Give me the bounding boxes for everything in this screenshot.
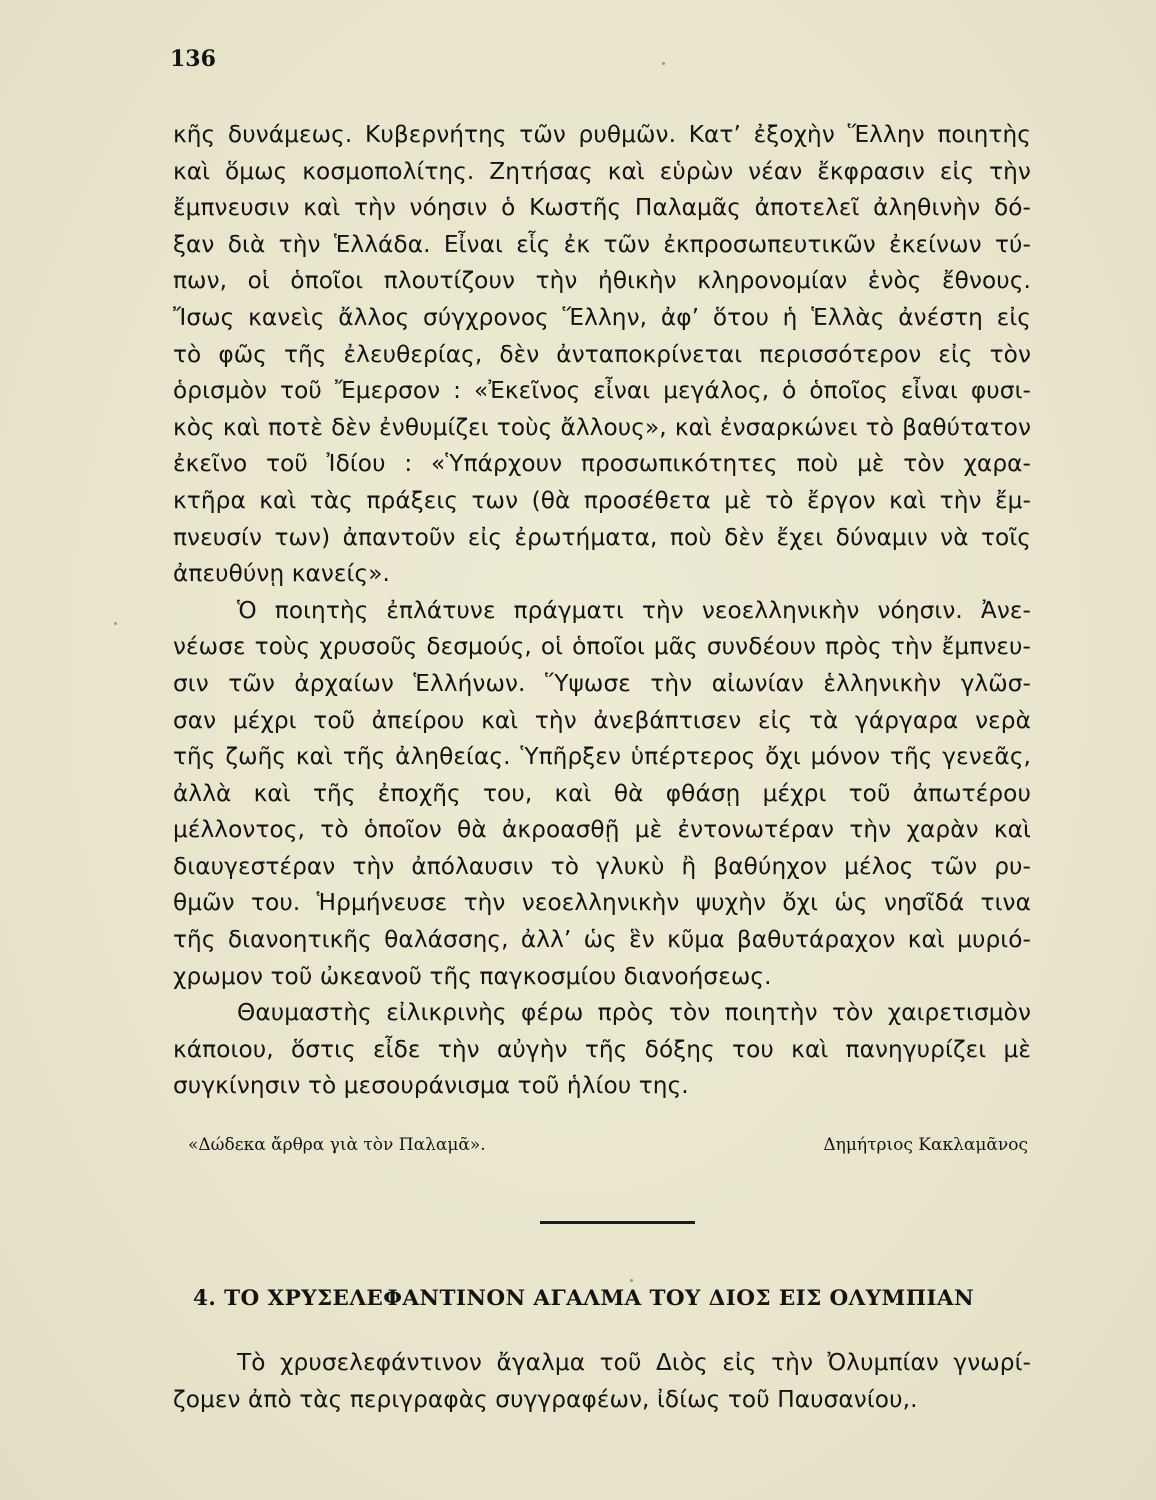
text-line: κάποιου, ὅστις εἶδε τὴν αὐγὴν τῆς δόξης του καὶ πανηγυρίζει μὲ [173,1035,1031,1063]
citation-author: Δημήτριος Κακλαμᾶνος [823,1135,1028,1155]
paper-speck [662,62,665,65]
section-divider [540,1221,695,1224]
citation-source: «Δώδεκα ἄρθρα γιὰ τὸν Παλαμᾶ». [188,1135,486,1155]
text-line: καὶ ὅμως κοσμοπολίτης. Ζητήσας καὶ εὑρὼν νέαν ἔκφρασιν εἰς τὴν [173,157,1031,185]
text-line: θμῶν του. Ἡρμήνευσε τὴν νεοελληνικὴν ψυχὴν ὄχι ὡς νησῖδά τινα [173,889,1031,917]
body-text-bottom [173,1345,1031,1418]
text-line: σιν τῶν ἀρχαίων Ἑλλήνων. Ὕψωσε τὴν αἰωνίαν ἑλληνικὴν γλῶσ- [173,669,1031,697]
paper-speck [630,1279,633,1282]
paper-speck [114,622,117,625]
text-line: ἀπευθύνῃ κανείς». [173,560,390,588]
text-line: Θαυμαστὴς εἰλικρινὴς φέρω πρὸς τὸν ποιητὴν τὸν χαιρετισμὸν [237,999,1031,1027]
page-number: 136 [170,46,216,72]
text-line: πνευσίν των) ἀπαντοῦν εἰς ἐρωτήματα, ποὺ δὲν ἔχει δύναμιν νὰ τοῖς [173,523,1031,551]
citation [188,1135,1028,1165]
text-line: τῆς διανοητικῆς θαλάσσης, ἀλλ’ ὡς ἓν κῦμα βαθυτάραχον καὶ μυριό- [173,926,1031,954]
text-line: πων, οἱ ὁποῖοι πλουτίζουν τὴν ἠθικὴν κληρονομίαν ἑνὸς ἔθνους. [173,267,1031,295]
text-line: ἐκεῖνο τοῦ Ἰδίου : «Ὑπάρχουν προσωπικότητες ποὺ μὲ τὸν χαρα- [173,450,1031,478]
text-line: Ὁ ποιητὴς ἐπλάτυνε πράγματι τὴν νεοελληνικὴν νόησιν. Ἀνε- [237,596,1031,624]
text-line: τῆς ζωῆς καὶ τῆς ἀληθείας. Ὑπῆρξεν ὑπέρτερος ὄχι μόνον τῆς γενεᾶς, [173,743,1031,771]
text-line: ἔμπνευσιν καὶ τὴν νόησιν ὁ Κωστῆς Παλαμᾶς ἀποτελεῖ ἀληθινὴν δό- [173,194,1031,222]
paragraph [173,117,1031,593]
text-line: διαυγεστέραν τὴν ἀπόλαυσιν τὸ γλυκὺ ἢ βαθύηχον μέλος τῶν ρυ- [173,852,1031,880]
text-line: τὸ φῶς τῆς ἐλευθερίας, δὲν ἀνταποκρίνεται περισσότερον εἰς τὸν [173,340,1031,368]
text-line: μέλλοντος, τὸ ὁποῖον θὰ ἀκροασθῇ μὲ ἐντονωτέραν τὴν χαρὰν καὶ [173,816,1031,844]
paragraph [173,593,1031,996]
paragraph [173,1345,1031,1418]
text-line: ὁρισμὸν τοῦ Ἔμερσον : «Ἐκεῖνος εἶναι μεγάλος, ὁ ὁποῖος εἶναι φυσι- [173,377,1031,405]
text-line: ξαν διὰ τὴν Ἑλλάδα. Εἶναι εἷς ἐκ τῶν ἐκπροσωπευτικῶν ἐκείνων τύ- [173,230,1031,258]
body-text-top [173,117,1031,1105]
text-line: ἀλλὰ καὶ τῆς ἐποχῆς του, καὶ θὰ φθάσῃ μέχρι τοῦ ἀπωτέρου [173,779,1031,807]
text-line: συγκίνησιν τὸ μεσουράνισμα τοῦ ἡλίου της. [173,1072,689,1100]
text-line: νέωσε τοὺς χρυσοῦς δεσμούς, οἱ ὁποῖοι μᾶς συνδέουν πρὸς τὴν ἔμπνευ- [173,633,1031,661]
text-line: Ἴσως κανεὶς ἄλλος σύγχρονος Ἕλλην, ἀφ’ ὅτου ἡ Ἑλλὰς ἀνέστη εἰς [173,303,1031,331]
text-line: κτῆρα καὶ τὰς πράξεις των (θὰ προσέθετα μὲ τὸ ἔργον καὶ τὴν ἔμ- [173,486,1031,514]
section-heading: 4. ΤΟ ΧΡΥΣΕΛΕΦΑΝΤΙΝΟΝ ΑΓΑΛΜΑ ΤΟΥ ΔΙΟΣ ΕΙΣ ΟΛΥΜΠΙΑΝ [193,1286,975,1311]
text-line: κῆς δυνάμεως. Κυβερνήτης τῶν ρυθμῶν. Κατ’ ἐξοχὴν Ἕλλην ποιητὴς [173,121,1031,148]
paragraph [173,995,1031,1105]
text-line: κὸς καὶ ποτὲ δὲν ἐνθυμίζει τοὺς ἄλλους», καὶ ἐνσαρκώνει τὸ βαθύτατον [173,413,1031,441]
text-line: Τὸ χρυσελεφάντινον ἄγαλμα τοῦ Διὸς εἰς τὴν Ὀλυμπίαν γνωρί- [237,1349,1031,1376]
text-line: ζομεν ἀπὸ τὰς περιγραφὰς συγγραφέων, ἰδίως τοῦ Παυσανίου,. [173,1385,918,1413]
text-line: σαν μέχρι τοῦ ἀπείρου καὶ τὴν ἀνεβάπτισεν εἰς τὰ γάργαρα νερὰ [173,706,1031,734]
text-line: χρωμον τοῦ ὠκεανοῦ τῆς παγκοσμίου διανοήσεως. [173,962,772,990]
